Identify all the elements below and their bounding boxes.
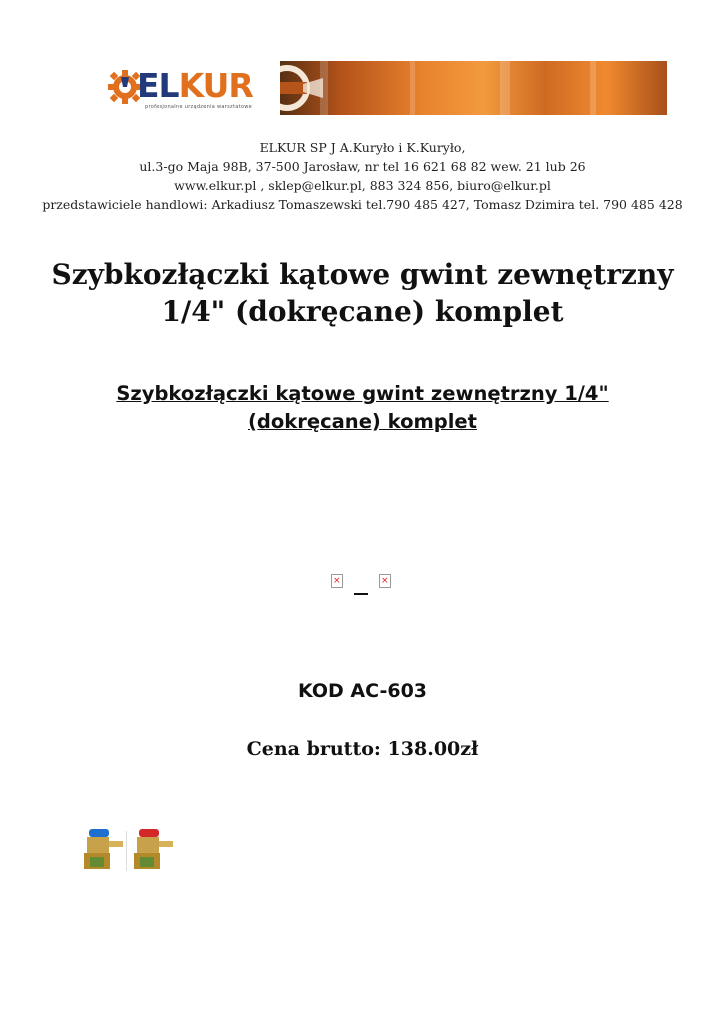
broken-image-icon: × [331,574,343,588]
red-coupler-image [134,829,173,869]
company-logo [105,61,280,115]
header-banner [105,61,667,115]
product-title: Szybkozłączki kątowe gwint zewnętrzny 1/4" (dokręcane) komplet [51,258,674,328]
company-address: ul.3-go Maja 98B, 37-500 Jarosław, nr tel 16 621 68 82 wew. 21 lub 26 [139,159,586,174]
logo-wordmark: ELKUR [137,66,253,105]
product-link[interactable]: Szybkozłączki kątowe gwint zewnętrzny 1/4" (dokręcane) komplet [116,382,609,433]
company-contact: www.elkur.pl , sklep@elkur.pl, 883 324 856, biuro@elkur.pl [174,178,551,193]
separator-dash [354,593,368,595]
product-thumbnail [82,829,182,873]
company-name: ELKUR SP J A.Kuryło i K.Kuryło, [259,140,466,155]
broken-image-icon: × [379,574,391,588]
product-code: KOD AC-603 [297,680,428,702]
blue-coupler-image [84,829,123,869]
product-price: Cena brutto: 138.00zł [246,738,479,760]
sales-representatives: przedstawiciele handlowi: Arkadiusz Tomaszewski tel.790 485 427, Tomasz Dzimira tel. 790 485 428 [42,197,683,212]
company-info [0,138,725,214]
logo-tagline: profesjonalne urządzenia warsztatowe [145,104,252,110]
